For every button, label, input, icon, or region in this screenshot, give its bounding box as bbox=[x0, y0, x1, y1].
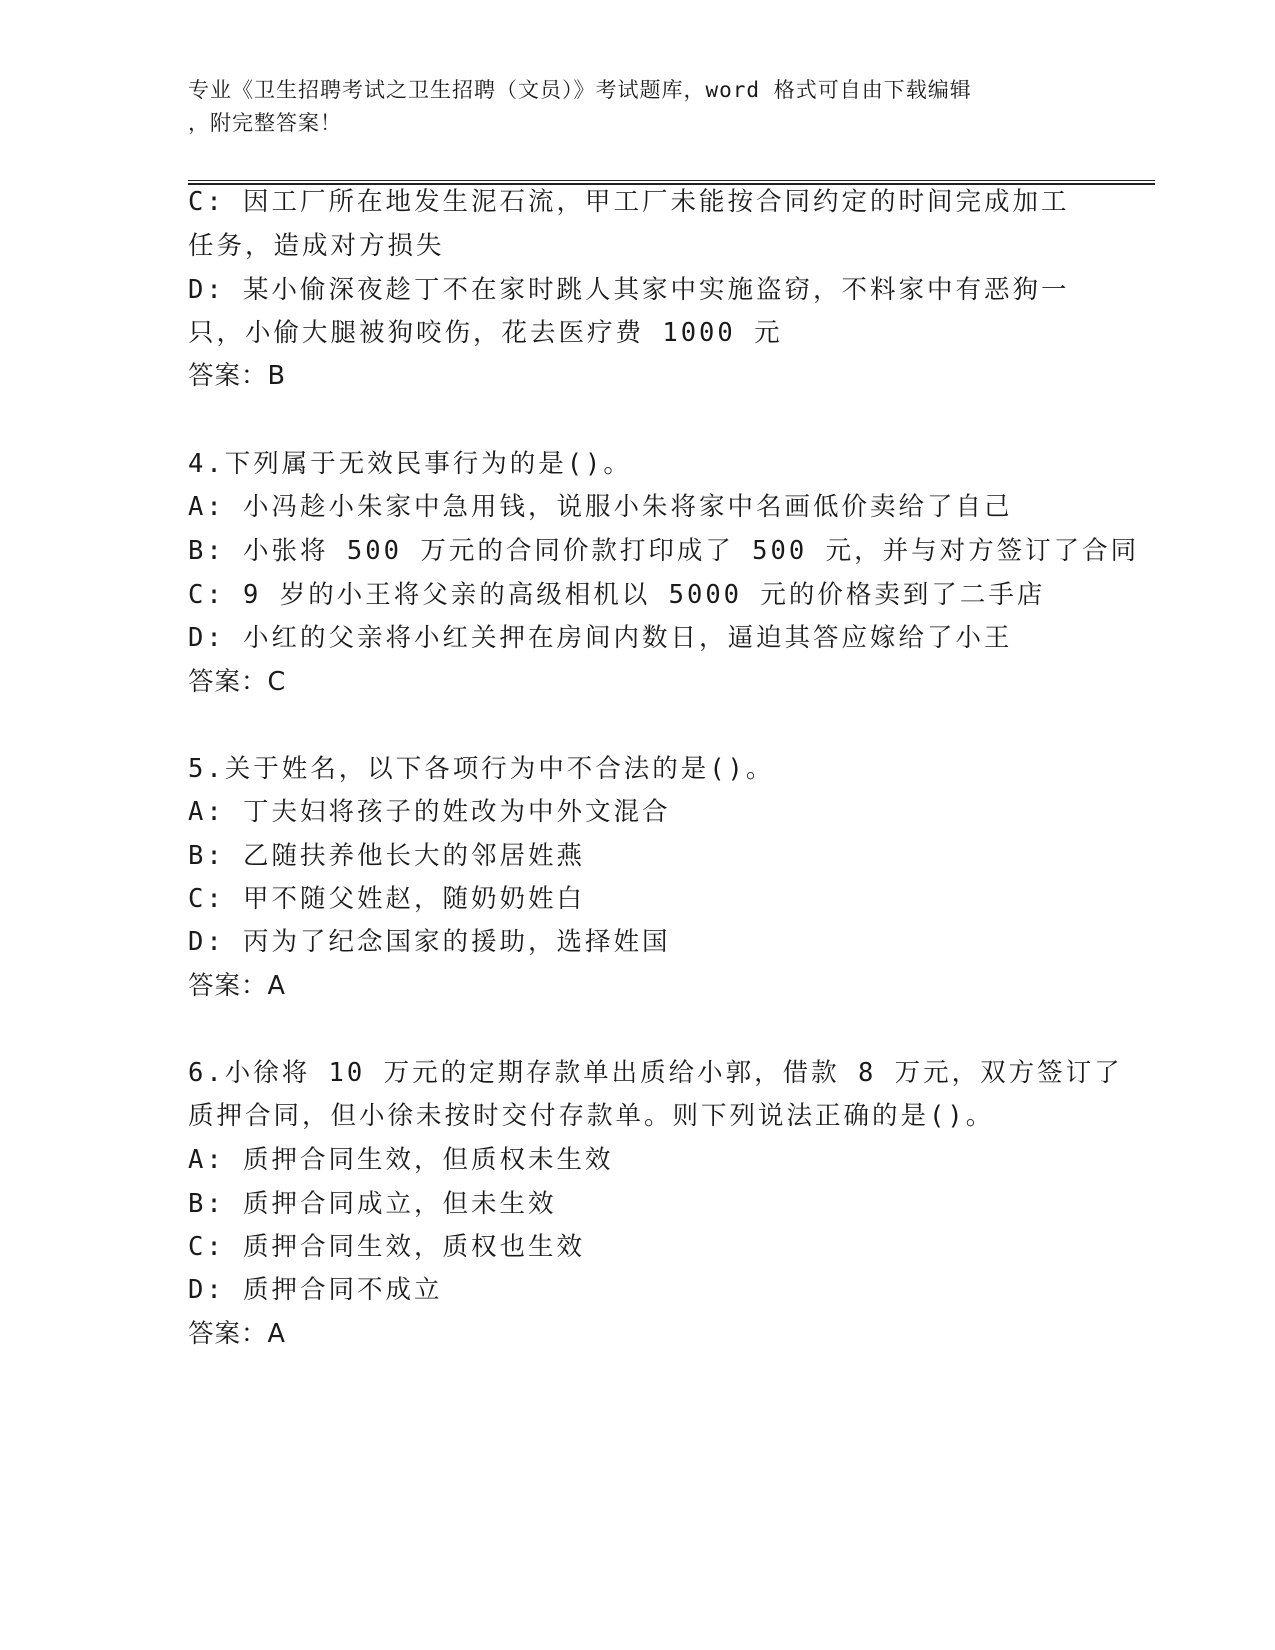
q3-answer: 答案：B bbox=[188, 361, 286, 391]
q6-option-d: D: 质押合同不成立 bbox=[188, 1275, 443, 1305]
q6-option-b: B: 质押合同成立，但未生效 bbox=[188, 1189, 557, 1219]
q3-option-c-line1: C: 因工厂所在地发生泥石流，甲工厂未能按合同约定的时间完成加工 bbox=[188, 187, 1070, 217]
q5-option-d: D: 丙为了纪念国家的援助，选择姓国 bbox=[188, 927, 671, 957]
q3-option-d-line2: 只，小偷大腿被狗咬伤，花去医疗费 1000 元 bbox=[188, 318, 783, 348]
header-line-1: 专业《卫生招聘考试之卫生招聘（文员）》考试题库，word 格式可自由下载编辑 bbox=[188, 78, 972, 102]
q4-option-c: C: 9 岁的小王将父亲的高级相机以 5000 元的价格卖到了二手店 bbox=[188, 580, 1046, 610]
q5-option-c: C: 甲不随父姓赵，随奶奶姓白 bbox=[188, 884, 586, 914]
q4-answer: 答案：C bbox=[188, 667, 287, 697]
q4-question: 4.下列属于无效民事行为的是()。 bbox=[188, 449, 632, 479]
q4-option-b: B: 小张将 500 万元的合同价款打印成了 500 元，并与对方签订了合同 bbox=[188, 536, 1140, 566]
q6-question-line2: 质押合同，但小徐未按时交付存款单。则下列说法正确的是()。 bbox=[188, 1101, 995, 1131]
q5-question: 5.关于姓名，以下各项行为中不合法的是()。 bbox=[188, 754, 775, 784]
document-header bbox=[188, 74, 1088, 140]
q6-answer: 答案：A bbox=[188, 1319, 286, 1349]
q6-question-line1: 6.小徐将 10 万元的定期存款单出质给小郭，借款 8 万元，双方签订了 bbox=[188, 1058, 1123, 1088]
q3-option-d-line1: D: 某小偷深夜趁丁不在家时跳人其家中实施盗窃，不料家中有恶狗一 bbox=[188, 275, 1070, 305]
q5-answer: 答案：A bbox=[188, 971, 286, 1001]
q5-option-b: B: 乙随扶养他长大的邻居姓燕 bbox=[188, 841, 586, 871]
q5-option-a: A: 丁夫妇将孩子的姓改为中外文混合 bbox=[188, 797, 671, 827]
q3-option-c-line2: 任务，造成对方损失 bbox=[188, 231, 445, 261]
q4-option-a: A: 小冯趁小朱家中急用钱，说服小朱将家中名画低价卖给了自己 bbox=[188, 492, 1013, 522]
q6-option-c: C: 质押合同生效，质权也生效 bbox=[188, 1232, 586, 1262]
q4-option-d: D: 小红的父亲将小红关押在房间内数日，逼迫其答应嫁给了小王 bbox=[188, 623, 1013, 653]
q6-option-a: A: 质押合同生效，但质权未生效 bbox=[188, 1145, 614, 1175]
header-line-2: ，附完整答案！ bbox=[188, 111, 342, 135]
